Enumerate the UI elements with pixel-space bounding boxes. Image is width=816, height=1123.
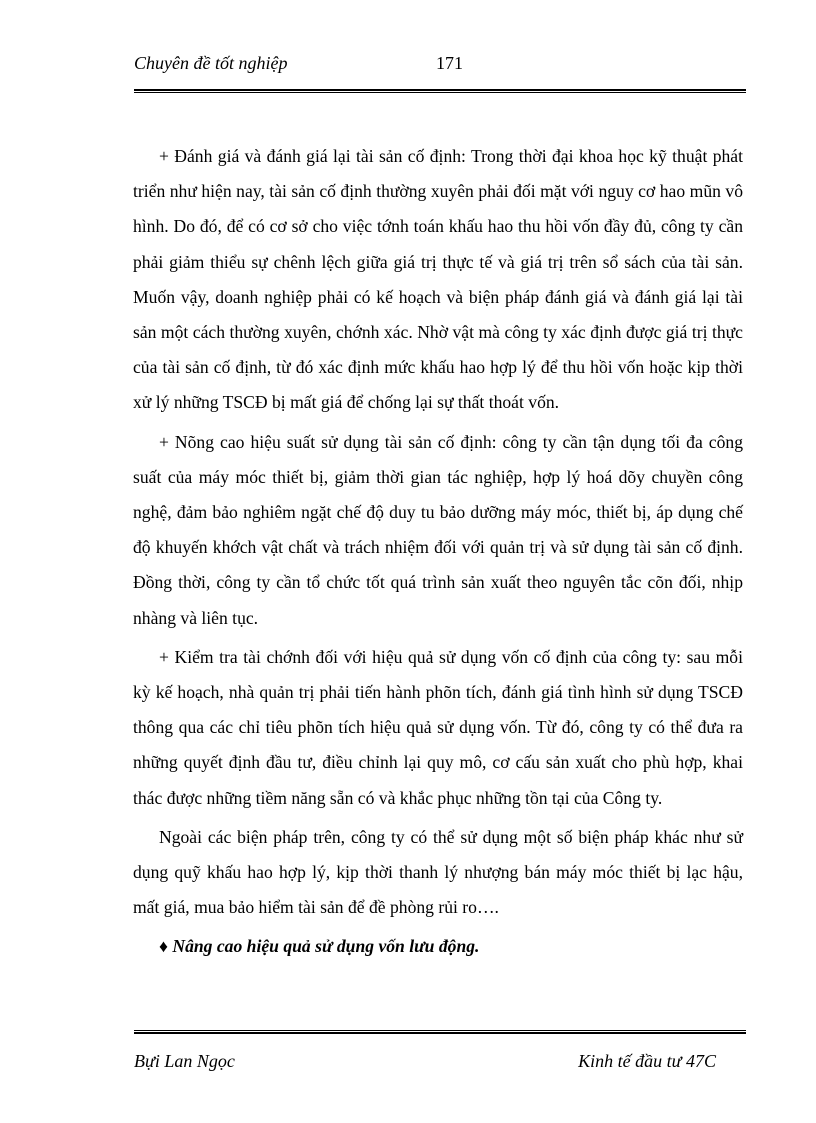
paragraph-asset-efficiency: + Nõng cao hiệu suất sử dụng tài sản cố định: công ty cần tận dụng tối đa công suất của máy móc thiết bị, giảm thời gian tác nghiệp, hợp lý hoá dõy chuyền công nghệ, đảm bảo nghiêm ngặt chế độ duy tu bảo dưỡng máy móc, thiết bị, áp dụng chế độ khuyến khớch vật chất và trách nhiệm đối với quản trị và sử dụng tài sản cố định. Đồng thời, công ty cần tổ chức tốt quá trình sản xuất theo nguyên tắc cõn đối, nhịp nhàng và liên tục. bbox=[133, 431, 743, 628]
page-number: 171 bbox=[436, 53, 463, 73]
footer-divider-thin-line bbox=[134, 1030, 746, 1031]
header-divider-thin-line bbox=[134, 92, 746, 93]
page-footer bbox=[134, 1050, 746, 1074]
paragraph-financial-inspection: + Kiểm tra tài chớnh đối với hiệu quả sử dụng vốn cố định của công ty: sau mỗi kỳ kế hoạch, nhà quản trị phải tiến hành phõn tích, đánh giá tình hình sử dụng TSCĐ thông qua các chỉ tiêu phõn tích hiệu quả sử dụng vốn. Từ đó, công ty có thể đưa ra những quyết định đầu tư, điều chỉnh lại quy mô, cơ cấu sản xuất cho phù hợp, khai thác được những tiềm năng sẵn có và khắc phục những tồn tại của Công ty. bbox=[133, 646, 743, 808]
header-divider bbox=[134, 89, 746, 94]
page-body bbox=[133, 139, 743, 965]
footer-course: Kinh tế đầu tư 47C bbox=[578, 1051, 716, 1071]
page-header bbox=[134, 52, 746, 82]
paragraph-other-measures: Ngoài các biện pháp trên, công ty có thể sử dụng một số biện pháp khác như sử dụng quỹ khấu hao hợp lý, kịp thời thanh lý nhượng bán máy móc thiết bị lạc hậu, mất giá, mua bảo hiểm tài sản để đề phòng rủi ro…. bbox=[133, 826, 743, 918]
footer-author: Bựi Lan Ngọc bbox=[134, 1051, 235, 1071]
document-title: Chuyên đề tốt nghiệp bbox=[134, 53, 288, 73]
footer-divider-thick-line bbox=[134, 1032, 746, 1034]
header-divider-thick-line bbox=[134, 89, 746, 91]
section-heading-working-capital: ♦ Nâng cao hiệu quả sử dụng vốn lưu động. bbox=[159, 936, 480, 957]
paragraph-asset-revaluation: + Đánh giá và đánh giá lại tài sản cố định: Trong thời đại khoa học kỹ thuật phát triển như hiện nay, tài sản cố định thường xuyên phải đối mặt với nguy cơ hao mũn vô hình. Do đó, để có cơ sở cho việc tớnh toán khấu hao thu hồi vốn đầy đủ, công ty cần phải giảm thiểu sự chênh lệch giữa giá trị thực tế và giá trị trên sổ sách của tài sản. Muốn vậy, doanh nghiệp phải có kế hoạch và biện pháp đánh giá và đánh giá lại tài sản một cách thường xuyên, chớnh xác. Nhờ vật mà công ty xác định được giá trị thực của tài sản cố định, từ đó xác định mức khấu hao hợp lý để thu hồi vốn hoặc kịp thời xử lý những TSCĐ bị mất giá để chống lại sự thất thoát vốn. bbox=[133, 146, 743, 413]
footer-divider bbox=[134, 1030, 746, 1035]
